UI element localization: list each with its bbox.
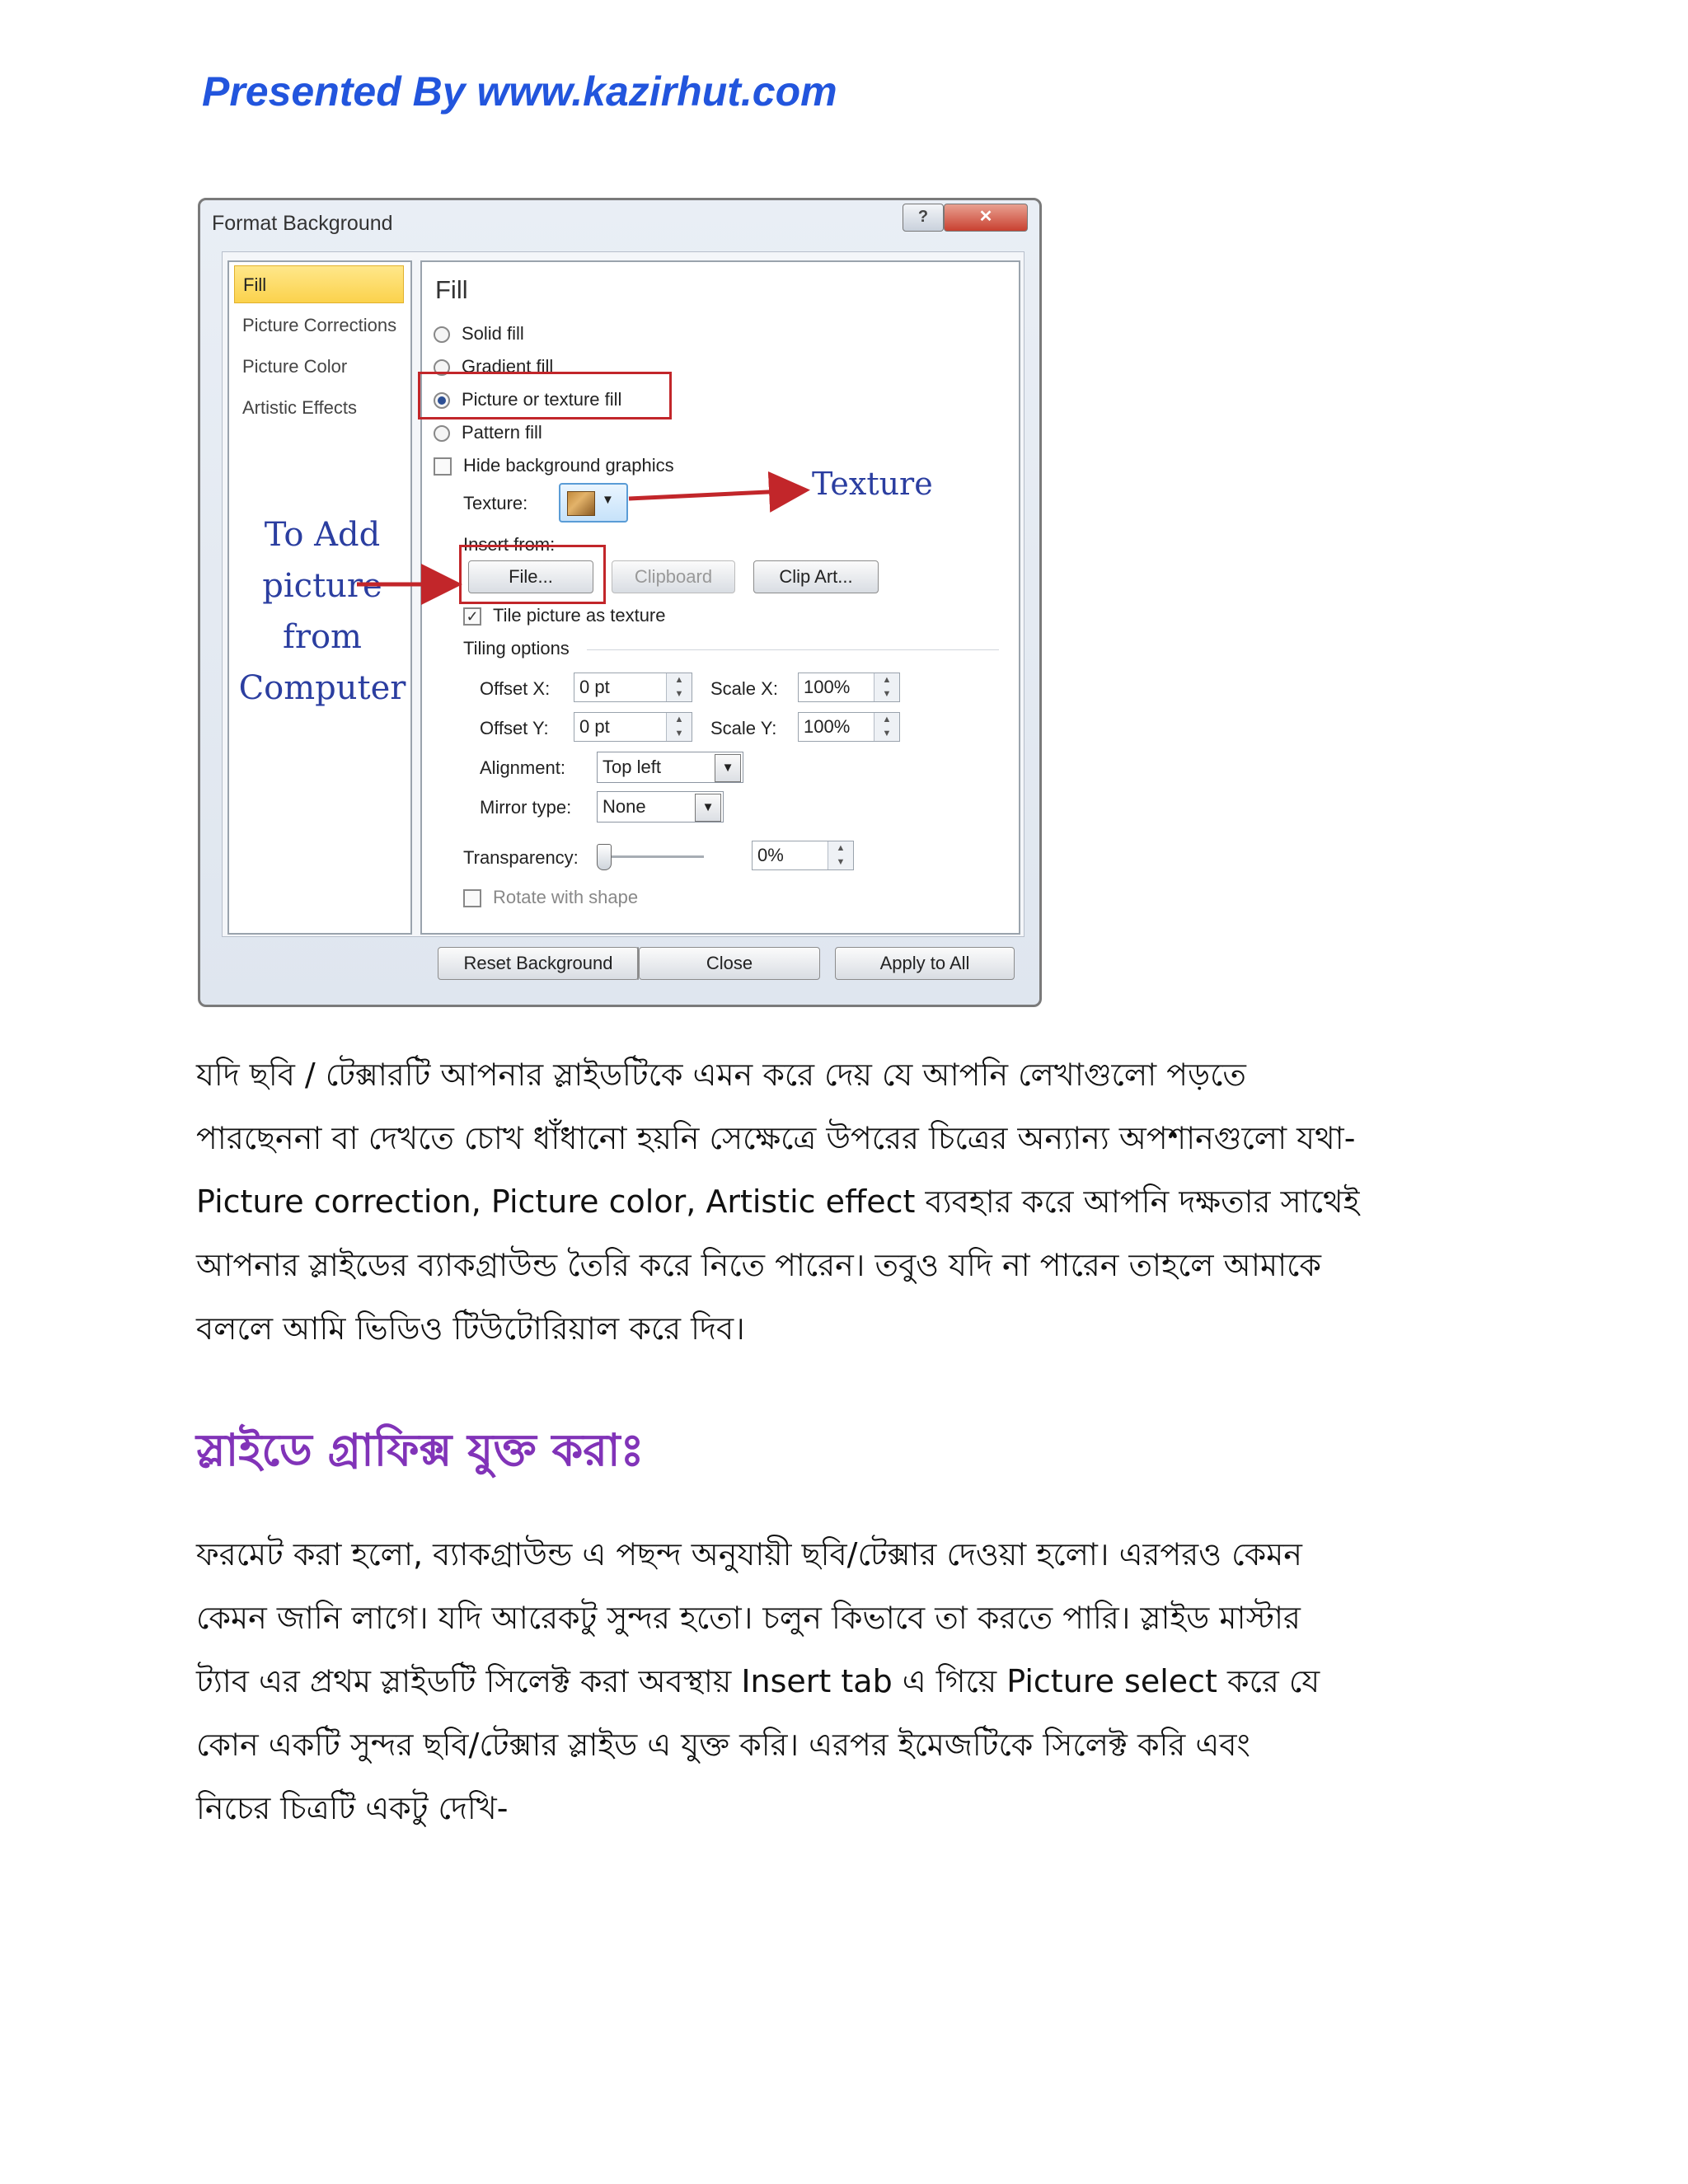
texture-label: Texture: [463, 493, 528, 513]
offset-x-value: 0 pt [579, 677, 610, 697]
chevron-down-icon: ▼ [715, 754, 741, 782]
spinner-arrows-icon[interactable]: ▲ ▼ [828, 841, 853, 869]
dialog-title: Format Background [212, 212, 393, 235]
picture-texture-fill-label: Picture or texture fill [462, 389, 622, 410]
pattern-fill-label: Pattern fill [462, 422, 542, 443]
clipboard-button[interactable]: Clipboard [612, 560, 735, 593]
hide-background-label: Hide background graphics [463, 455, 674, 476]
scale-x-value: 100% [804, 677, 851, 697]
format-background-dialog [198, 198, 1042, 1007]
header-link[interactable]: Presented By www.kazirhut.com [202, 68, 837, 115]
paragraph-line: ট্যাব এর প্রথম স্লাইডটি সিলেক্ট করা অবস্থায় Insert tab এ গিয়ে Picture select করে যে [196, 1663, 1320, 1699]
rotate-with-shape-label: Rotate with shape [493, 887, 639, 907]
spinner-arrows-icon[interactable]: ▲ ▼ [874, 713, 899, 741]
file-button[interactable]: File... [468, 560, 593, 593]
tiling-options-label: Tiling options [463, 638, 570, 658]
alignment-label: Alignment: [480, 757, 565, 778]
scale-y-label: Scale Y: [710, 718, 777, 738]
apply-to-all-button[interactable]: Apply to All [835, 947, 1015, 980]
nav-item-picture-color[interactable]: Picture Color [242, 356, 348, 377]
spinner-arrows-icon[interactable]: ▲ ▼ [874, 673, 899, 701]
fill-heading: Fill [435, 275, 468, 304]
arrow-to-texture [629, 490, 802, 499]
mirror-type-value: None [603, 796, 646, 817]
scale-y-value: 100% [804, 716, 851, 737]
offset-x-label: Offset X: [480, 678, 551, 699]
annotation-line: Computer [238, 669, 406, 707]
gradient-fill-label: Gradient fill [462, 356, 554, 377]
nav-item-picture-corrections[interactable]: Picture Corrections [242, 315, 397, 335]
paragraph-line: কোন একটি সুন্দর ছবি/টেক্সার স্লাইড এ যুক্ত করি। এরপর ইমেজটিকে সিলেক্ট করি এবং [196, 1727, 1250, 1763]
spinner-arrows-icon[interactable]: ▲ ▼ [666, 713, 692, 741]
annotation-line: To Add [264, 516, 381, 554]
close-icon[interactable]: ✕ [944, 204, 1028, 232]
paragraph-line: পারছেননা বা দেখতে চোখ ধাঁধানো হয়নি সেক্ষেত্রে উপরের চিত্রের অন্যান্য অপশানগুলো যথা- [196, 1120, 1356, 1156]
insert-from-label: Insert from: [463, 534, 556, 555]
spinner-arrows-icon[interactable]: ▲ ▼ [666, 673, 692, 701]
help-icon[interactable]: ? [903, 204, 944, 232]
offset-y-value: 0 pt [579, 716, 610, 737]
paragraph-line: ফরমেট করা হলো, ব্যাকগ্রাউন্ড এ পছন্দ অনুযায়ী ছবি/টেক্সার দেওয়া হলো। এরপরও কেমন [196, 1536, 1302, 1572]
transparency-label: Transparency: [463, 847, 579, 868]
scale-x-label: Scale X: [710, 678, 778, 699]
annotation-texture: Texture [812, 466, 933, 502]
tile-texture-label: Tile picture as texture [493, 605, 666, 626]
annotation-arrows [200, 200, 1044, 1010]
annotation-line: from [283, 618, 362, 656]
offset-y-label: Offset Y: [480, 718, 549, 738]
clip-art-button[interactable]: Clip Art... [753, 560, 879, 593]
paragraph-line: নিচের চিত্রটি একটু দেখি- [196, 1790, 509, 1826]
checkmark-icon: ✓ [463, 607, 481, 626]
paragraph-1 [196, 1043, 1482, 1361]
reset-background-button[interactable]: Reset Background [438, 947, 639, 980]
paragraph-line: বললে আমি ভিডিও টিউটোরিয়াল করে দিব। [196, 1310, 745, 1347]
paragraph-line: Picture correction, Picture color, Artistic effect ব্যবহার করে আপনি দক্ষতার সাথেই [196, 1183, 1360, 1220]
transparency-value: 0% [757, 845, 784, 865]
close-button[interactable]: Close [639, 947, 820, 980]
annotation-line: picture [262, 567, 382, 605]
alignment-value: Top left [603, 757, 661, 777]
paragraph-line: আপনার স্লাইডের ব্যাকগ্রাউন্ড তৈরি করে নিতে পারেন। তবুও যদি না পারেন তাহলে আমাকে [196, 1247, 1321, 1283]
solid-fill-label: Solid fill [462, 323, 524, 344]
paragraph-2 [196, 1523, 1482, 1840]
chevron-down-icon: ▼ [695, 794, 721, 822]
paragraph-line: কেমন জানি লাগে। যদি আরেকটু সুন্দর হতো। চলুন কিভাবে তা করতে পারি। স্লাইড মাস্টার [196, 1600, 1301, 1636]
chevron-down-icon: ▼ [602, 493, 614, 507]
paragraph-line: যদি ছবি / টেক্সারটি আপনার স্লাইডটিকে এমন করে দেয় যে আপনি লেখাগুলো পড়তে [196, 1057, 1246, 1093]
nav-item-fill[interactable]: Fill [234, 265, 404, 303]
mirror-type-label: Mirror type: [480, 797, 572, 818]
section-heading: স্লাইডে গ্রাফিক্স যুক্ত করাঃ [196, 1424, 645, 1476]
nav-item-artistic-effects[interactable]: Artistic Effects [242, 397, 357, 418]
